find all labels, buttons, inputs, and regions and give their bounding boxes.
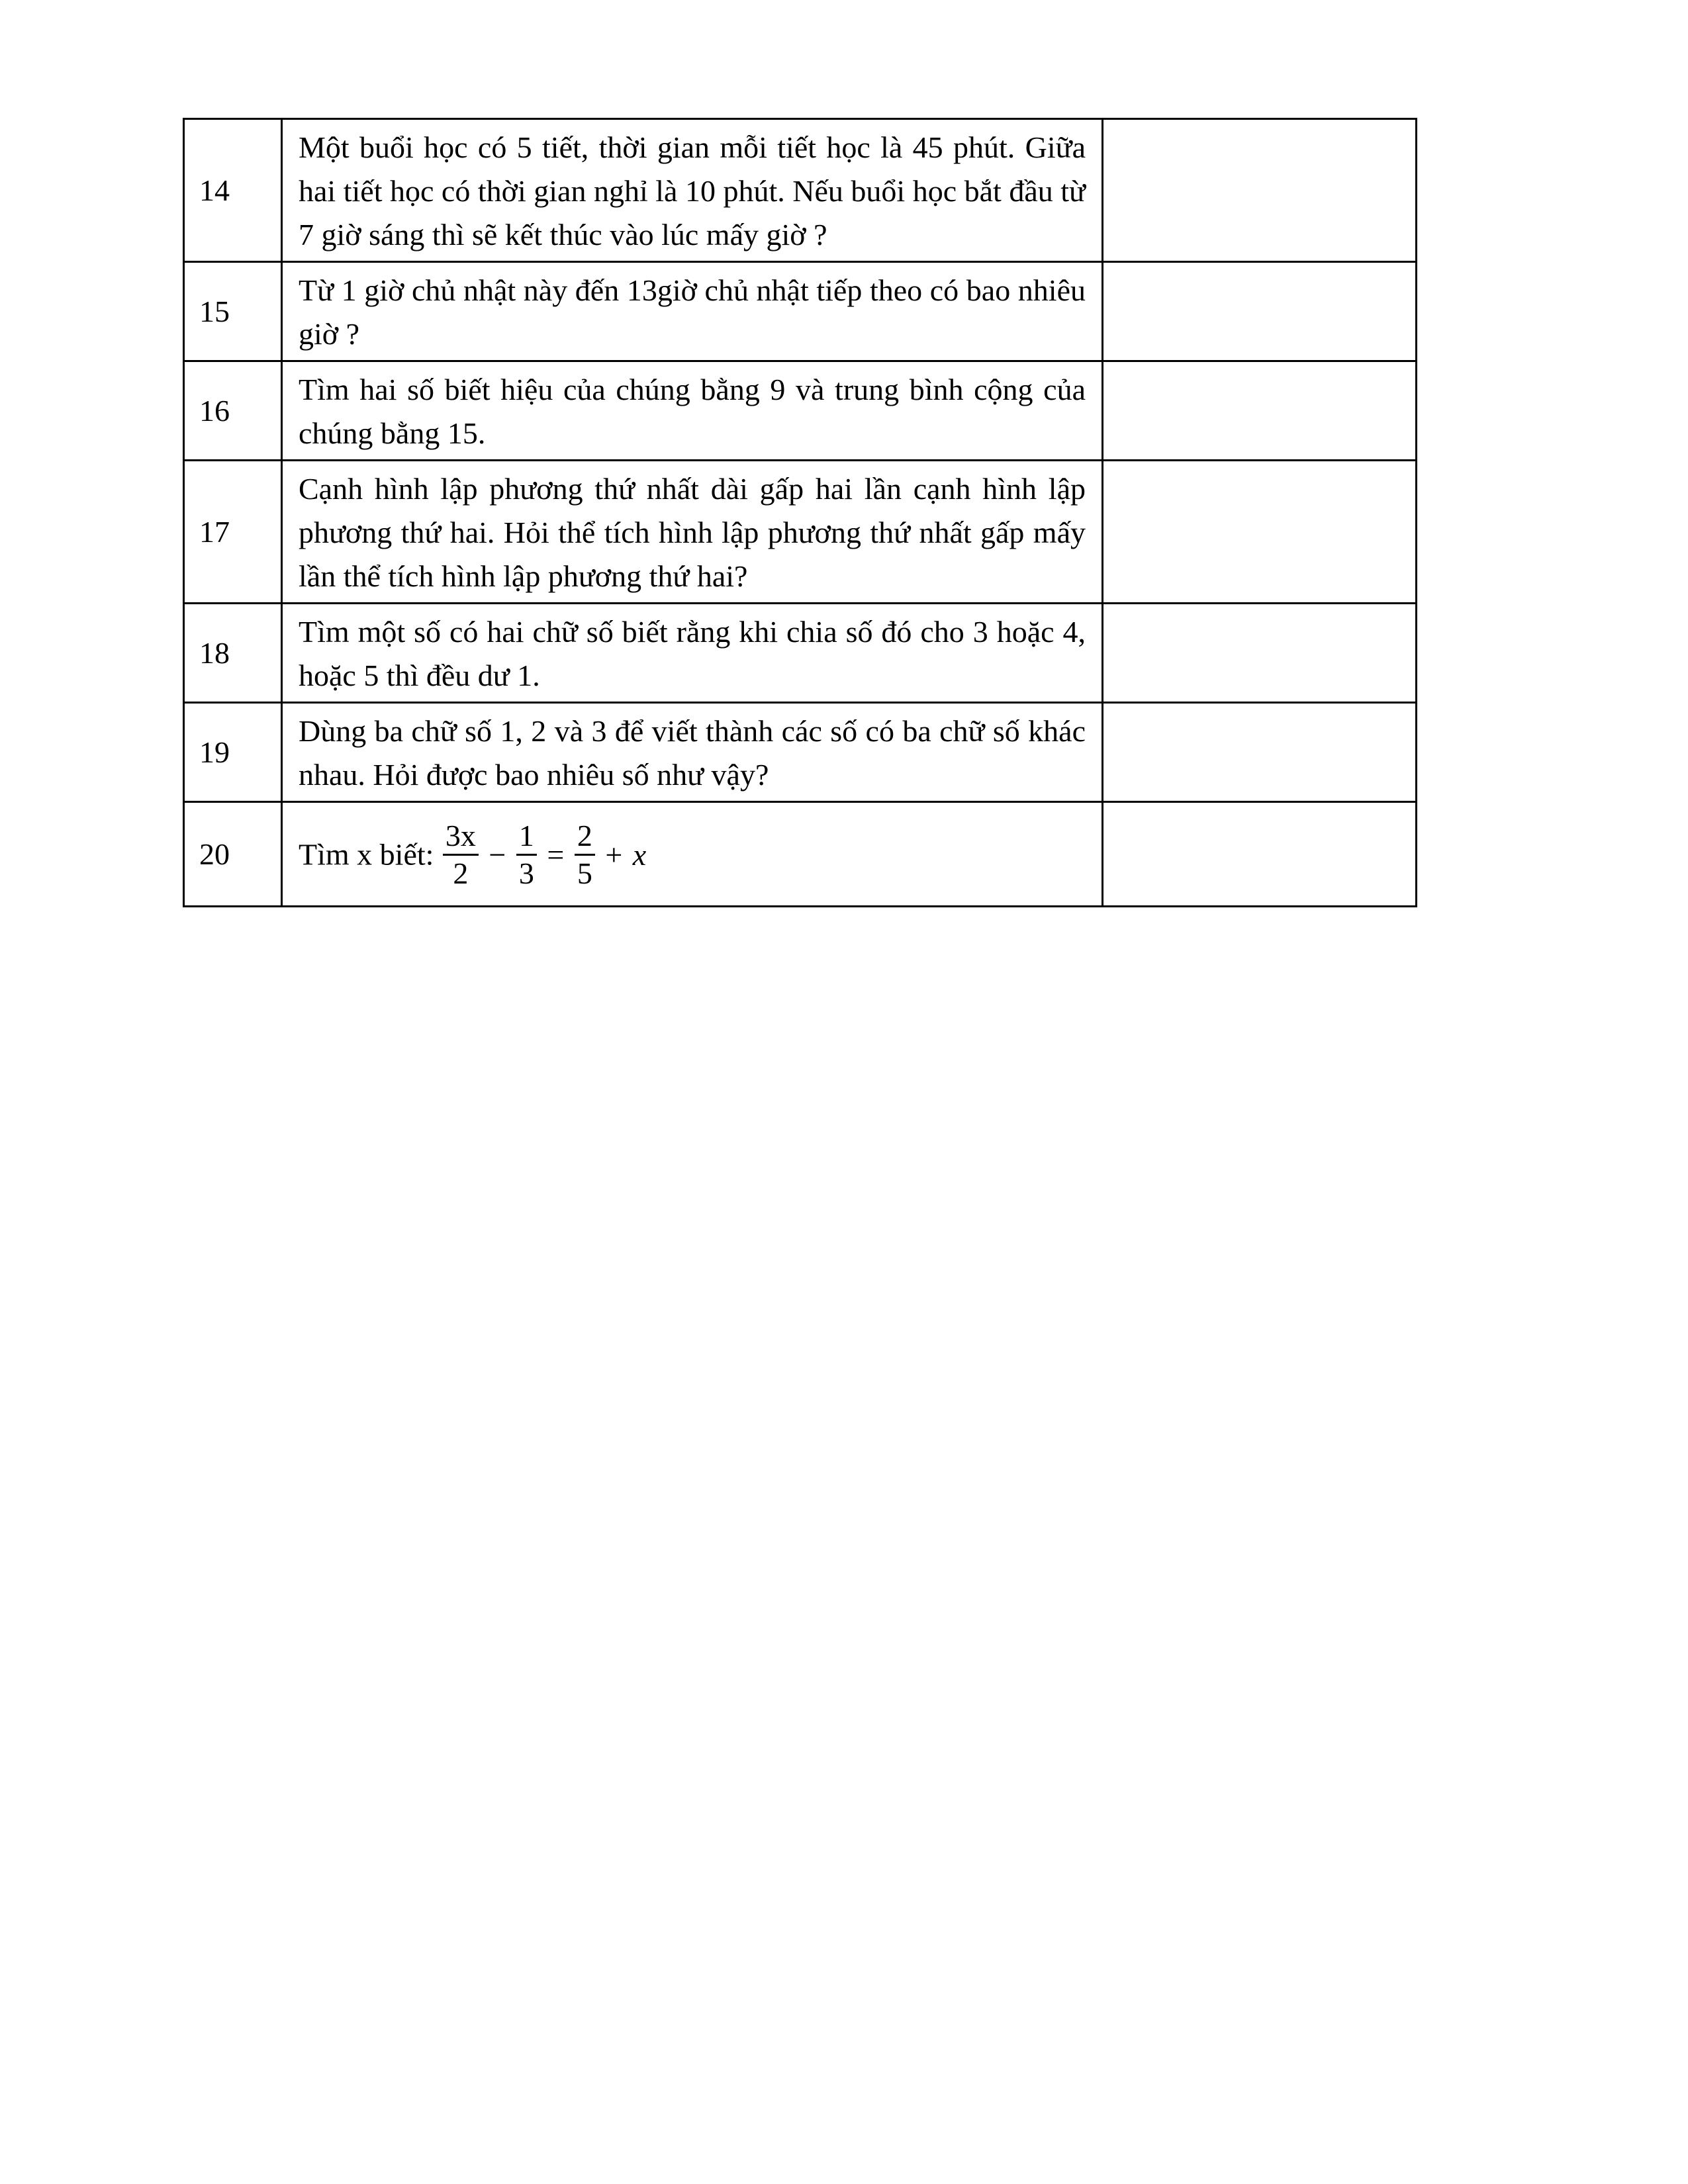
question-number: 20 [184, 802, 282, 907]
fraction-2-over-5 [575, 818, 595, 891]
question-text: Tìm hai số biết hiệu của chúng bằng 9 và trung bình cộng của chúng bằng 15. [282, 361, 1103, 461]
minus-sign: − [489, 837, 506, 872]
question-text: Dùng ba chữ số 1, 2 và 3 để viết thành các số có ba chữ số khác nhau. Hỏi được bao nhiêu số như vậy? [282, 703, 1103, 802]
question-text: Tìm một số có hai chữ số biết rằng khi chia số đó cho 3 hoặc 4, hoặc 5 thì đều dư 1. [282, 604, 1103, 703]
equals-sign: = [547, 837, 565, 872]
answer-cell [1103, 119, 1417, 262]
fraction-denominator: 2 [453, 856, 469, 890]
variable-x: x [632, 837, 647, 872]
table-row [184, 119, 1417, 262]
fraction-numerator: 3x [443, 818, 479, 856]
question-number: 19 [184, 703, 282, 802]
question-text: Cạnh hình lập phương thứ nhất dài gấp hai lần cạnh hình lập phương thứ hai. Hỏi thể tích hình lập phương thứ nhất gấp mấy lần thể tích hình lập phương thứ hai? [282, 461, 1103, 604]
fraction-denominator: 3 [518, 856, 534, 890]
table-row [184, 361, 1417, 461]
fraction-numerator: 1 [516, 818, 537, 856]
question-text: Một buổi học có 5 tiết, thời gian mỗi tiết học là 45 phút. Giữa hai tiết học có thời gian nghỉ là 10 phút. Nếu buổi học bắt đầu từ 7 giờ sáng thì sẽ kết thúc vào lúc mấy giờ ? [282, 119, 1103, 262]
answer-cell [1103, 802, 1417, 907]
fraction-numerator: 2 [575, 818, 595, 856]
question-number: 18 [184, 604, 282, 703]
plus-sign: + [605, 837, 623, 872]
table-row [184, 604, 1417, 703]
question-text [282, 802, 1103, 907]
question-table [183, 118, 1417, 907]
answer-cell [1103, 361, 1417, 461]
question-number: 16 [184, 361, 282, 461]
question-number: 14 [184, 119, 282, 262]
answer-cell [1103, 262, 1417, 361]
fraction-3x-over-2 [443, 818, 479, 891]
table-row [184, 703, 1417, 802]
answer-cell [1103, 604, 1417, 703]
fraction-1-over-3 [516, 818, 537, 891]
answer-cell [1103, 461, 1417, 604]
question-prefix: Tìm x biết: [299, 837, 442, 872]
question-number: 15 [184, 262, 282, 361]
answer-cell [1103, 703, 1417, 802]
question-text: Từ 1 giờ chủ nhật này đến 13giờ chủ nhật tiếp theo có bao nhiêu giờ ? [282, 262, 1103, 361]
fraction-denominator: 5 [577, 856, 592, 890]
table-row [184, 262, 1417, 361]
table-row [184, 461, 1417, 604]
table-row [184, 802, 1417, 907]
equation [442, 818, 647, 891]
question-number: 17 [184, 461, 282, 604]
